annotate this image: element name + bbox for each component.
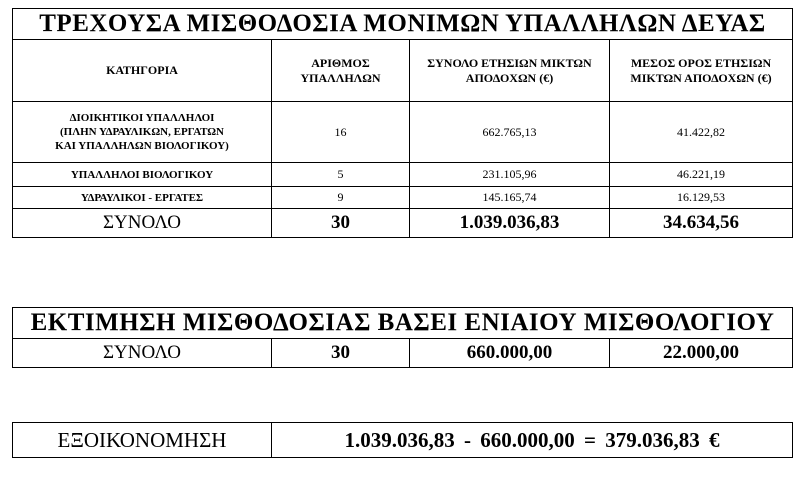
total-employees: 30 (272, 209, 410, 238)
estimated-total-label: ΣΥΝΟΛΟ (13, 339, 272, 368)
estimated-total-avg: 22.000,00 (610, 339, 793, 368)
estimated-payroll-table (12, 307, 793, 368)
header-employees: ΑΡΙΘΜΟΣ ΥΠΑΛΛΗΛΩΝ (272, 40, 410, 102)
header-category: ΚΑΤΗΓΟΡΙΑ (13, 40, 272, 102)
current-payroll-table (12, 8, 793, 238)
table-row (13, 187, 793, 209)
estimated-payroll-title: ΕΚΤΙΜΗΣΗ ΜΙΣΘΟΔΟΣΙΑΣ ΒΑΣΕΙ ΕΝΙΑΙΟΥ ΜΙΣΘΟΛΟΓΙΟΥ (13, 308, 793, 339)
category-line: ΚΑΙ ΥΠΑΛΛΗΛΩΝ ΒΙΟΛΟΓΙΚΟΥ) (55, 140, 229, 152)
estimated-total-gross: 660.000,00 (410, 339, 610, 368)
row-employees: 16 (272, 102, 410, 163)
savings-label: ΕΞΟΙΚΟΝΟΜΗΣΗ (13, 423, 272, 458)
total-row (13, 339, 793, 368)
header-avg-gross: ΜΕΣΟΣ ΟΡΟΣ ΕΤΗΣΙΩΝ ΜΙΚΤΩΝ ΑΠΟΔΟΧΩΝ (€) (610, 40, 793, 102)
category-line: ΔΙΟΙΚΗΤΙΚΟΙ ΥΠΑΛΛΗΛΟΙ (69, 112, 215, 124)
row-total: 145.165,74 (410, 187, 610, 209)
row-employees: 5 (272, 163, 410, 187)
current-payroll-title: ΤΡΕΧΟΥΣΑ ΜΙΣΘΟΔΟΣΙΑ ΜΟΝΙΜΩΝ ΥΠΑΛΛΗΛΩΝ ΔΕΥΑΣ (13, 9, 793, 40)
total-avg: 34.634,56 (610, 209, 793, 238)
total-label: ΣΥΝΟΛΟ (13, 209, 272, 238)
row-avg: 16.129,53 (610, 187, 793, 209)
table-row (13, 102, 793, 163)
savings-calculation: 1.039.036,83 - 660.000,00 = 379.036,83 € (272, 423, 793, 458)
row-category: ΥΔΡΑΥΛΙΚΟΙ - ΕΡΓΑΤΕΣ (13, 187, 272, 209)
row-category: ΥΠΑΛΛΗΛΟΙ ΒΙΟΛΟΓΙΚΟΥ (13, 163, 272, 187)
total-gross: 1.039.036,83 (410, 209, 610, 238)
row-category (13, 102, 272, 163)
row-total: 662.765,13 (410, 102, 610, 163)
row-employees: 9 (272, 187, 410, 209)
row-avg: 46.221,19 (610, 163, 793, 187)
estimated-total-employees: 30 (272, 339, 410, 368)
row-total: 231.105,96 (410, 163, 610, 187)
header-total-gross: ΣΥΝΟΛΟ ΕΤΗΣΙΩΝ ΜΙΚΤΩΝ ΑΠΟΔΟΧΩΝ (€) (410, 40, 610, 102)
table-row (13, 163, 793, 187)
savings-table (12, 422, 793, 458)
total-row (13, 209, 793, 238)
category-line: (ΠΛΗΝ ΥΔΡΑΥΛΙΚΩΝ, ΕΡΓΑΤΩΝ (60, 126, 224, 138)
row-avg: 41.422,82 (610, 102, 793, 163)
